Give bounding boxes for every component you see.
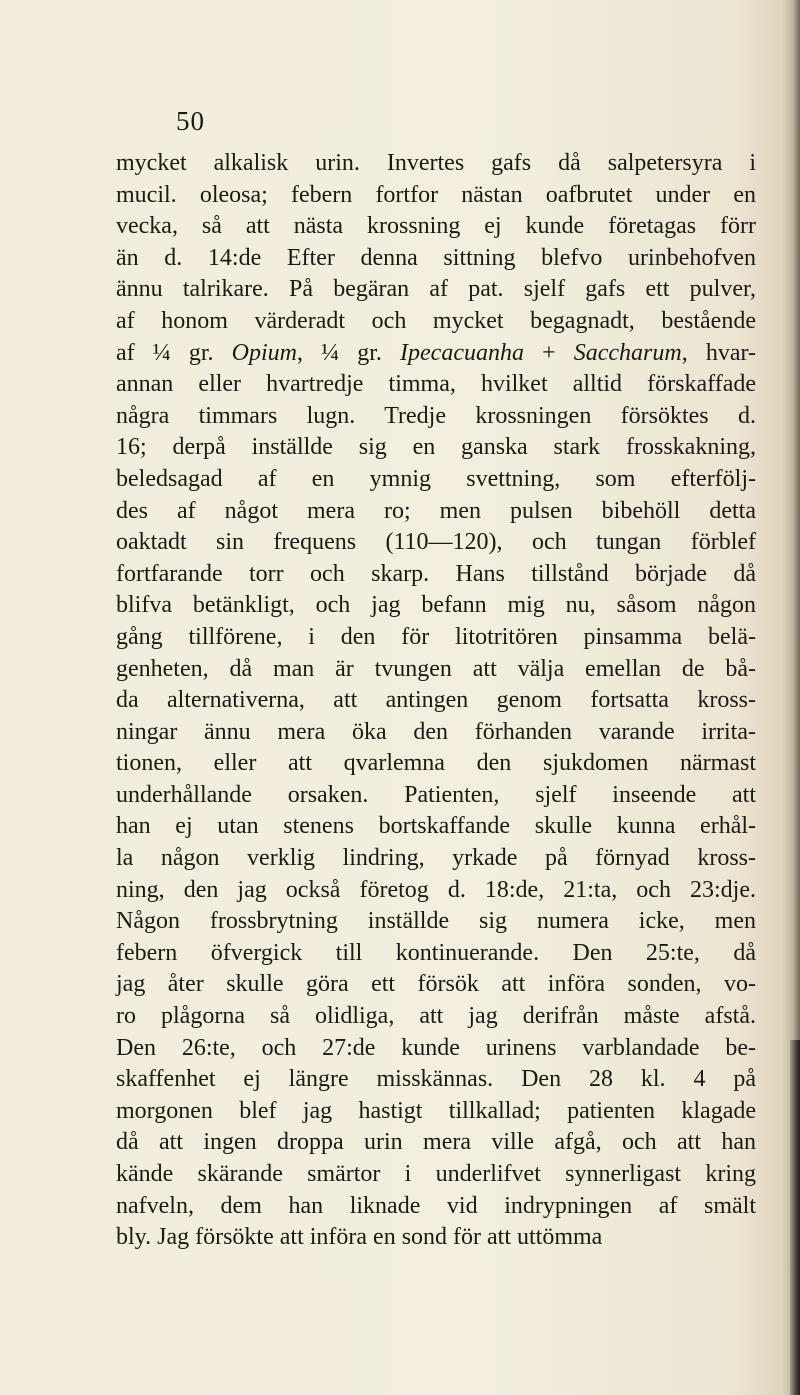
text-line: ning, den jag också företog d. 18:de, 21:ta, och 23:dje. (116, 876, 756, 903)
body-text (116, 148, 756, 1254)
text-line: la någon verklig lindring, yrkade på förnyad kross- (116, 845, 756, 872)
text-line: blifva betänkligt, och jag befann mig nu, såsom någon (116, 592, 756, 619)
text-line: Någon frossbrytning inställde sig numera icke, men (116, 908, 756, 935)
text-line: ännu talrikare. På begäran af pat. sjelf gafs ett pulver, (116, 276, 756, 303)
text-line: morgonen blef jag hastigt tillkallad; patienten klagade (116, 1097, 756, 1124)
text-line: kände skärande smärtor i underlifvet synnerligast kring (116, 1161, 756, 1187)
text-line: Den 26:te, och 27:de kunde urinens varblandade be- (116, 1034, 756, 1061)
text-line: skaffenhet ej längre misskännas. Den 28 kl. 4 på (116, 1066, 756, 1093)
text-line: annan eller hvartredje timma, hvilket alltid förskaffade (116, 371, 756, 398)
text-line: än d. 14:de Efter denna sittning blefvo urinbehofven (116, 244, 756, 271)
text-line: några timmars lugn. Tredje krossningen försöktes d. (116, 402, 756, 429)
text-line: jag åter skulle göra ett försök att införa sonden, vo- (116, 971, 756, 998)
text-line: da alternativerna, att antingen genom fortsatta kross- (116, 687, 756, 714)
text-line: vecka, så att nästa krossning ej kunde företagas förr (116, 213, 756, 240)
text-line: febern öfvergick till kontinuerande. Den 25:te, då (116, 939, 756, 966)
text-line: des af något mera ro; men pulsen bibehöll detta (116, 497, 756, 524)
text-line: beledsagad af en ymnig svettning, som efterfölj- (116, 465, 756, 492)
text-line: gång tillförene, i den för litotritören pinsamma belä- (116, 623, 756, 650)
text-line: mycket alkalisk urin. Invertes gafs då salpetersyra i (116, 150, 756, 176)
text-line: af honom värderadt och mycket begagnadt, bestående (116, 307, 756, 334)
text-line: af ¼ gr. Opium, ¼ gr. Ipecacuanha + Saccharum, hvar- (116, 339, 756, 366)
text-line: mucil. oleosa; febern fortfor nästan oafbrutet under en (116, 181, 756, 208)
text-line: ro plågorna så olidliga, att jag derifrån måste afstå. (116, 1003, 756, 1030)
text-line: genheten, då man är tvungen att välja emellan de bå- (116, 655, 756, 682)
text-line: 16; derpå inställde sig en ganska stark frosskakning, (116, 434, 756, 461)
text-line: bly. Jag försökte att införa en sond för att uttömma (116, 1224, 603, 1251)
text-line: nafveln, dem han liknade vid indrypningen af smält (116, 1192, 756, 1219)
page-number: 50 (176, 106, 205, 136)
page-edge-dark (790, 1040, 800, 1395)
text-line: tionen, eller att qvarlemna den sjukdomen närmast (116, 750, 756, 777)
text-line: då att ingen droppa urin mera ville afgå, och att han (116, 1129, 756, 1156)
text-line: ningar ännu mera öka den förhanden varande irrita- (116, 718, 756, 745)
text-line: han ej utan stenens bortskaffande skulle kunna erhål- (116, 813, 756, 840)
text-line: oaktadt sin frequens (110—120), och tungan förblef (116, 529, 756, 556)
text-line: fortfarande torr och skarp. Hans tillstånd började då (116, 560, 756, 587)
text-line: underhållande orsaken. Patienten, sjelf inseende att (116, 781, 756, 808)
